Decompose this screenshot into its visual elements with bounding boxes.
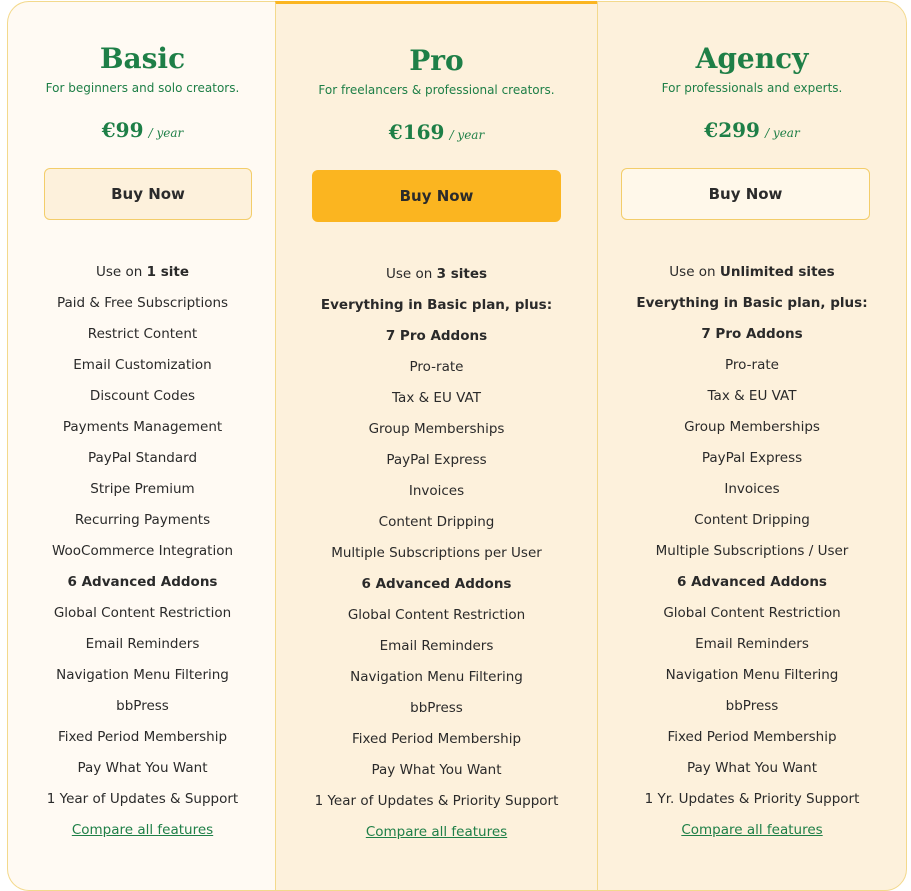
feature-item: bbPress [410, 700, 463, 716]
feature-item: Tax & EU VAT [392, 390, 481, 406]
plan-title: Pro [409, 44, 464, 77]
feature-item [276, 266, 597, 283]
feature-item: Group Memberships [684, 419, 820, 435]
buy-now-button-pro[interactable]: Buy Now [312, 170, 561, 222]
price-amount: €169 [388, 120, 445, 144]
feature-item: 6 Advanced Addons [67, 574, 218, 590]
feature-item: Discount Codes [89, 388, 196, 404]
feature-item: Content Dripping [378, 514, 495, 530]
compare-all-features-link[interactable]: Compare all features [681, 822, 823, 838]
feature-item: Pro-rate [409, 359, 464, 375]
plan-tagline: For freelancers & professional creators. [318, 83, 555, 97]
price-amount: €99 [101, 118, 144, 142]
buy-now-button-basic[interactable]: Buy Now [44, 168, 252, 220]
feature-text: Use on [669, 264, 720, 280]
plan-price [276, 120, 597, 144]
compare-row [276, 824, 597, 841]
plan-card-pro [275, 1, 598, 891]
feature-item: 1 Year of Updates & Priority Support [314, 793, 559, 809]
feature-text: Use on [385, 266, 437, 282]
feature-item: 6 Advanced Addons [677, 574, 827, 590]
feature-item: Global Content Restriction [347, 607, 526, 623]
feature-highlight: 3 sites [436, 266, 488, 282]
feature-item: Email Reminders [85, 636, 200, 652]
feature-item [8, 264, 277, 281]
feature-item: Fixed Period Membership [57, 729, 228, 745]
plan-price [8, 118, 277, 142]
buy-now-button-agency[interactable]: Buy Now [621, 168, 870, 220]
compare-row [8, 822, 277, 839]
feature-item: Multiple Subscriptions per User [331, 545, 542, 561]
feature-item: Restrict Content [87, 326, 198, 342]
plan-tagline: For beginners and solo creators. [45, 81, 240, 95]
plan-card-agency [597, 1, 907, 891]
plan-card-basic [7, 1, 277, 891]
feature-item: Stripe Premium [90, 481, 195, 497]
feature-item: Navigation Menu Filtering [665, 667, 839, 683]
feature-item: Everything in Basic plan, plus: [320, 297, 553, 313]
price-period: / year [765, 126, 800, 140]
feature-item: Navigation Menu Filtering [56, 667, 229, 683]
feature-item: WooCommerce Integration [51, 543, 234, 559]
feature-item: PayPal Standard [87, 450, 198, 466]
feature-item: PayPal Express [701, 450, 803, 466]
feature-highlight: Unlimited sites [719, 264, 835, 280]
feature-item: Fixed Period Membership [667, 729, 837, 745]
plan-title: Basic [99, 42, 186, 75]
feature-item: Invoices [724, 481, 780, 497]
feature-text: Use on [96, 264, 147, 280]
feature-item: Invoices [408, 483, 465, 499]
feature-item: Payments Management [62, 419, 223, 435]
feature-list [276, 266, 597, 855]
feature-item: Group Memberships [368, 421, 505, 437]
feature-item: 1 Yr. Updates & Priority Support [644, 791, 860, 807]
feature-item: 6 Advanced Addons [361, 576, 512, 592]
feature-item: Multiple Subscriptions / User [655, 543, 849, 559]
feature-item: Fixed Period Membership [351, 731, 522, 747]
feature-item: Pro-rate [725, 357, 779, 373]
feature-item: 1 Year of Updates & Support [46, 791, 239, 807]
feature-list [8, 264, 277, 853]
price-period: / year [148, 126, 184, 140]
feature-item: 7 Pro Addons [701, 326, 803, 342]
feature-list [598, 264, 906, 853]
feature-item: Pay What You Want [371, 762, 502, 778]
feature-item: bbPress [116, 698, 169, 714]
compare-row [598, 822, 906, 839]
price-amount: €299 [704, 118, 760, 142]
price-period: / year [449, 128, 485, 142]
feature-item [598, 264, 906, 281]
feature-item: bbPress [725, 698, 779, 714]
plan-price [598, 118, 906, 142]
feature-item: Navigation Menu Filtering [350, 669, 523, 685]
feature-item: Pay What You Want [686, 760, 818, 776]
feature-item: Recurring Payments [74, 512, 211, 528]
feature-item: Pay What You Want [77, 760, 208, 776]
feature-highlight: 1 site [146, 264, 189, 280]
feature-item: Paid & Free Subscriptions [56, 295, 229, 311]
feature-item: Email Reminders [379, 638, 494, 654]
feature-item: Tax & EU VAT [707, 388, 797, 404]
plan-tagline: For professionals and experts. [661, 81, 843, 95]
feature-item: 7 Pro Addons [385, 328, 488, 344]
compare-all-features-link[interactable]: Compare all features [71, 822, 214, 838]
feature-item: Global Content Restriction [663, 605, 841, 621]
plan-title: Agency [695, 42, 809, 75]
feature-item: Content Dripping [694, 512, 810, 528]
feature-item: PayPal Express [386, 452, 487, 468]
feature-item: Global Content Restriction [53, 605, 232, 621]
feature-item: Everything in Basic plan, plus: [636, 295, 868, 311]
feature-item: Email Reminders [695, 636, 809, 652]
feature-item: Email Customization [73, 357, 212, 373]
compare-all-features-link[interactable]: Compare all features [365, 824, 508, 840]
